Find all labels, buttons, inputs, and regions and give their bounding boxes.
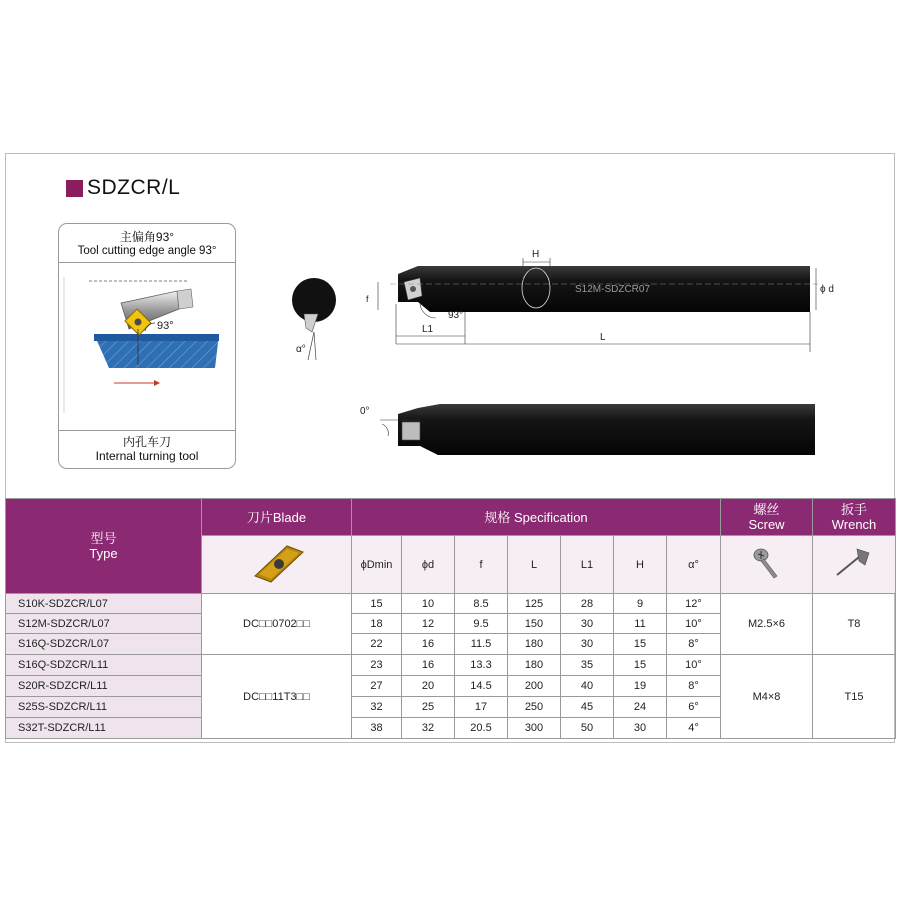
cell-alpha: 4° bbox=[667, 718, 721, 739]
cell-l: 150 bbox=[508, 614, 561, 634]
cell-f: 11.5 bbox=[455, 634, 508, 655]
cell-alpha: 8° bbox=[667, 676, 721, 697]
cell-dmin: 22 bbox=[352, 634, 402, 655]
col-header-l1: L1 bbox=[561, 536, 614, 594]
cell-d: 20 bbox=[402, 676, 455, 697]
blade-header: 刀片Blade bbox=[202, 499, 352, 536]
screw-header bbox=[721, 499, 813, 536]
angle-93-label: 93° bbox=[448, 310, 464, 321]
screw-group-1: M2.5×6 bbox=[721, 594, 813, 655]
cell-f: 8.5 bbox=[455, 594, 508, 614]
blade-image-cell bbox=[202, 536, 352, 594]
row-type: S25S-SDZCR/L11 bbox=[6, 697, 202, 718]
cell-l1: 30 bbox=[561, 634, 614, 655]
cell-l: 300 bbox=[508, 718, 561, 739]
cell-alpha: 10° bbox=[667, 614, 721, 634]
cell-l: 125 bbox=[508, 594, 561, 614]
cell-l: 250 bbox=[508, 697, 561, 718]
type-header bbox=[6, 499, 202, 594]
tool-marking: S12M-SDZCR07 bbox=[575, 284, 651, 295]
cell-f: 14.5 bbox=[455, 676, 508, 697]
dim-f-label: f bbox=[366, 294, 369, 304]
spec-header: 规格 Specification bbox=[352, 499, 721, 536]
col-header-l: L bbox=[508, 536, 561, 594]
row-type: S16Q-SDZCR/L07 bbox=[6, 634, 202, 655]
cell-h: 9 bbox=[614, 594, 667, 614]
cell-f: 17 bbox=[455, 697, 508, 718]
screw-header-cn: 螺丝 bbox=[753, 502, 780, 517]
cell-dmin: 18 bbox=[352, 614, 402, 634]
cell-h: 15 bbox=[614, 655, 667, 676]
cell-dmin: 38 bbox=[352, 718, 402, 739]
insert-icon bbox=[237, 538, 317, 588]
col-header-f: f bbox=[455, 536, 508, 594]
wrench-group-1: T8 bbox=[813, 594, 896, 655]
cell-h: 11 bbox=[614, 614, 667, 634]
wrench-group-2: T15 bbox=[813, 655, 896, 739]
card-bottom-cn: 内孔车刀 bbox=[122, 435, 171, 449]
cell-dmin: 27 bbox=[352, 676, 402, 697]
cell-l: 180 bbox=[508, 634, 561, 655]
card-top-en: Tool cutting edge angle 93° bbox=[77, 245, 217, 257]
type-header-en: Type bbox=[89, 546, 118, 561]
row-type: S32T-SDZCR/L11 bbox=[6, 718, 202, 739]
cell-l1: 28 bbox=[561, 594, 614, 614]
card-angle-label: 93° bbox=[157, 320, 174, 332]
wrench-header bbox=[813, 499, 896, 536]
cell-dmin: 23 bbox=[352, 655, 402, 676]
title-text: SDZCR/L bbox=[87, 176, 181, 199]
row-type: S20R-SDZCR/L11 bbox=[6, 676, 202, 697]
tool-drawing bbox=[270, 240, 834, 470]
cell-d: 16 bbox=[402, 655, 455, 676]
cutting-illustration bbox=[59, 263, 235, 428]
dim-l-label: L bbox=[600, 332, 606, 343]
cell-l1: 35 bbox=[561, 655, 614, 676]
cell-h: 24 bbox=[614, 697, 667, 718]
cell-f: 13.3 bbox=[455, 655, 508, 676]
cell-l: 200 bbox=[508, 676, 561, 697]
col-header-d: ϕd bbox=[402, 536, 455, 594]
cell-l1: 30 bbox=[561, 614, 614, 634]
cell-alpha: 10° bbox=[667, 655, 721, 676]
wrench-icon bbox=[829, 543, 879, 583]
zero-deg-label: 0° bbox=[360, 406, 370, 417]
wrench-image-cell bbox=[813, 536, 896, 594]
card-bottom-en: Internal turning tool bbox=[95, 449, 199, 463]
blade-group-2: DC□□11T3□□ bbox=[202, 655, 352, 739]
product-title bbox=[66, 176, 180, 200]
cell-d: 25 bbox=[402, 697, 455, 718]
cell-h: 15 bbox=[614, 634, 667, 655]
screw-header-en: Screw bbox=[748, 517, 785, 532]
type-header-cn: 型号 bbox=[90, 531, 117, 546]
title-marker-square bbox=[66, 180, 83, 197]
dim-phid-label: ϕ d bbox=[820, 284, 834, 295]
cell-alpha: 8° bbox=[667, 634, 721, 655]
dim-l1-label: L1 bbox=[422, 324, 434, 335]
screw-image-cell bbox=[721, 536, 813, 594]
cell-l1: 45 bbox=[561, 697, 614, 718]
alpha-label: α° bbox=[296, 344, 306, 355]
cell-l: 180 bbox=[508, 655, 561, 676]
spec-table-wrap bbox=[5, 498, 896, 739]
cutting-angle-card bbox=[58, 223, 236, 469]
card-divider-bottom bbox=[59, 430, 235, 431]
screw-icon bbox=[747, 543, 787, 583]
boring-bar-side bbox=[398, 404, 815, 455]
screw-group-2: M4×8 bbox=[721, 655, 813, 739]
cell-l1: 40 bbox=[561, 676, 614, 697]
spec-table bbox=[5, 498, 896, 739]
cell-d: 10 bbox=[402, 594, 455, 614]
cell-h: 19 bbox=[614, 676, 667, 697]
cell-dmin: 32 bbox=[352, 697, 402, 718]
row-type: S12M-SDZCR/L07 bbox=[6, 614, 202, 634]
wrench-header-en: Wrench bbox=[831, 517, 877, 532]
blade-group-1: DC□□0702□□ bbox=[202, 594, 352, 655]
col-header-alpha: α° bbox=[667, 536, 721, 594]
cell-d: 32 bbox=[402, 718, 455, 739]
row-type: S10K-SDZCR/L07 bbox=[6, 594, 202, 614]
card-top-cn: 主偏角93° bbox=[119, 230, 175, 244]
cell-f: 20.5 bbox=[455, 718, 508, 739]
cell-d: 12 bbox=[402, 614, 455, 634]
cell-alpha: 12° bbox=[667, 594, 721, 614]
col-header-dmin: ϕDmin bbox=[352, 536, 402, 594]
row-type: S16Q-SDZCR/L11 bbox=[6, 655, 202, 676]
feed-arrow-icon bbox=[154, 380, 160, 386]
cell-d: 16 bbox=[402, 634, 455, 655]
wrench-header-cn: 扳手 bbox=[840, 502, 867, 517]
dim-h-label: H bbox=[532, 249, 540, 260]
cell-f: 9.5 bbox=[455, 614, 508, 634]
cell-h: 30 bbox=[614, 718, 667, 739]
col-header-h: H bbox=[614, 536, 667, 594]
cell-alpha: 6° bbox=[667, 697, 721, 718]
cell-l1: 50 bbox=[561, 718, 614, 739]
cell-dmin: 15 bbox=[352, 594, 402, 614]
